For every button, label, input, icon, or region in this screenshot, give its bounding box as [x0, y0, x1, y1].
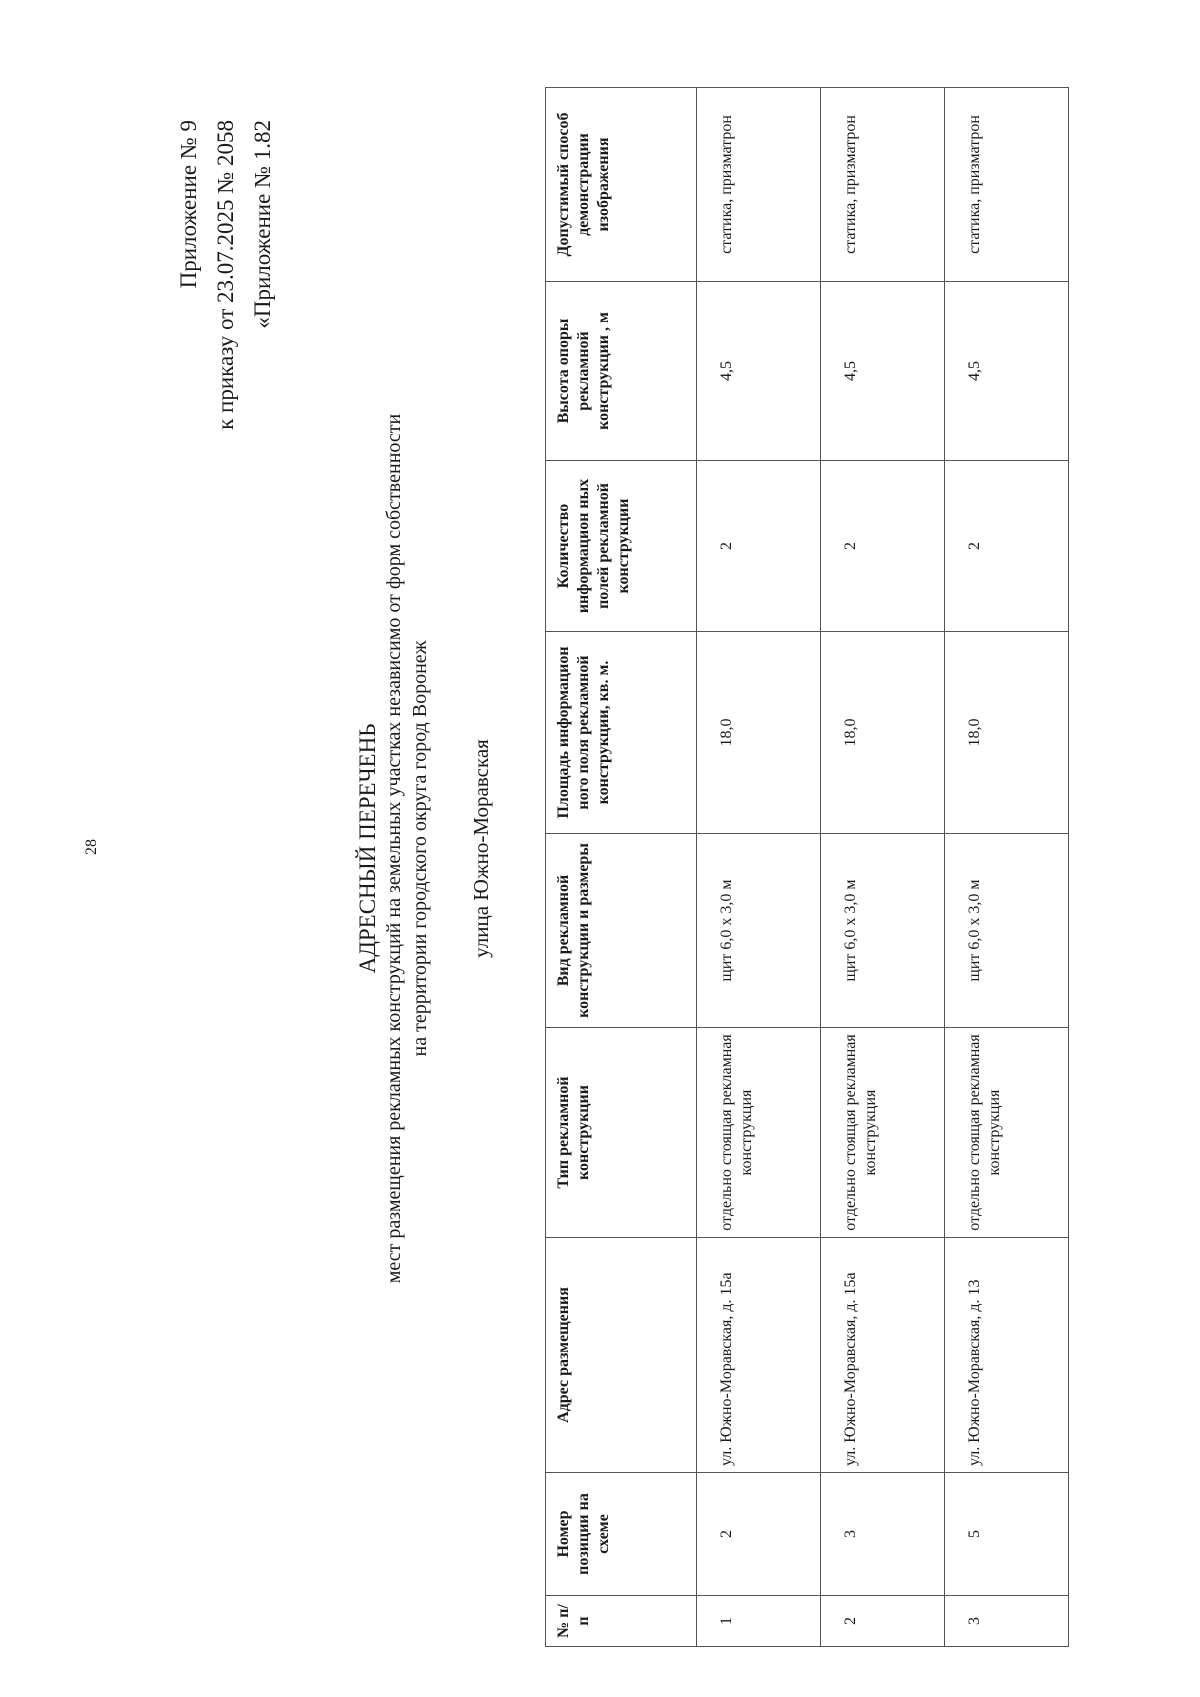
header-cell: Площадь информацион ного поля рекламной конструкции, кв. м. [546, 632, 697, 834]
table-cell: 2 [697, 461, 821, 632]
table-cell: ул. Южно-Моравская, д. 15а [697, 1238, 821, 1473]
table-cell: отдельно стоящая рекламная конструкция [697, 1028, 821, 1238]
header-cell: Допустимый способ демонстрации изображения [546, 88, 697, 282]
table-cell: 3 [821, 1473, 945, 1596]
table-cell: 4,5 [697, 282, 821, 461]
table-cell: 5 [945, 1473, 1069, 1596]
table-cell: отдельно стоящая рекламная конструкция [945, 1028, 1069, 1238]
table-cell: щит 6,0 х 3,0 м [945, 834, 1069, 1028]
appendix-line-3: «Приложение № 1.82 [250, 120, 275, 329]
header-cell: Высота опоры рекламной конструкции , м [546, 282, 697, 461]
table-cell: статика, призматрон [821, 88, 945, 282]
table-cell: 2 [697, 1473, 821, 1596]
table-cell: статика, призматрон [697, 88, 821, 282]
table-cell: щит 6,0 х 3,0 м [821, 834, 945, 1028]
table-cell: 1 [697, 1596, 821, 1647]
header-cell: Количество информацион ных полей рекламной конструкции [546, 461, 697, 632]
table-cell: ул. Южно-Моравская, д. 13 [945, 1238, 1069, 1473]
table-cell: статика, призматрон [945, 88, 1069, 282]
table-cell: 2 [821, 461, 945, 632]
header-cell: Вид рекламной конструкции и размеры [546, 834, 697, 1028]
table-header-row [546, 88, 697, 1647]
table-cell: ул. Южно-Моравская, д. 15а [821, 1238, 945, 1473]
table-cell: 2 [821, 1596, 945, 1647]
street-name: улица Южно-Моравская [469, 739, 493, 958]
document-subtitle-1: мест размещения рекламных конструкций на земельных участках независимо от форм собственности [383, 413, 405, 1284]
table-cell: щит 6,0 х 3,0 м [697, 834, 821, 1028]
table-cell: 18,0 [821, 632, 945, 834]
document-title: АДРЕСНЫЙ ПЕРЕЧЕНЬ [355, 723, 380, 974]
advertising-structures-table [545, 87, 1069, 1647]
table-row [821, 88, 945, 1647]
table-cell: 18,0 [697, 632, 821, 834]
table-cell: 4,5 [821, 282, 945, 461]
title-block [355, 0, 494, 1697]
table-row [697, 88, 821, 1647]
header-cell: № п/п [546, 1596, 697, 1647]
header-cell: Номер позиции на схеме [546, 1473, 697, 1596]
table-cell: 3 [945, 1596, 1069, 1647]
table-cell: отдельно стоящая рекламная конструкция [821, 1028, 945, 1238]
appendix-block [170, 120, 281, 430]
page-number: 28 [83, 839, 100, 855]
header-cell: Адрес размещения [546, 1238, 697, 1473]
table-cell: 4,5 [945, 282, 1069, 461]
header-cell: Тип рекламной конструкции [546, 1028, 697, 1238]
document-subtitle-2: на территории городского округа город Воронеж [409, 640, 431, 1057]
table-row [945, 88, 1069, 1647]
appendix-line-2: к приказу от 23.07.2025 № 2058 [213, 120, 238, 430]
table-cell: 18,0 [945, 632, 1069, 834]
appendix-line-1: Приложение № 9 [176, 120, 201, 289]
table-cell: 2 [945, 461, 1069, 632]
